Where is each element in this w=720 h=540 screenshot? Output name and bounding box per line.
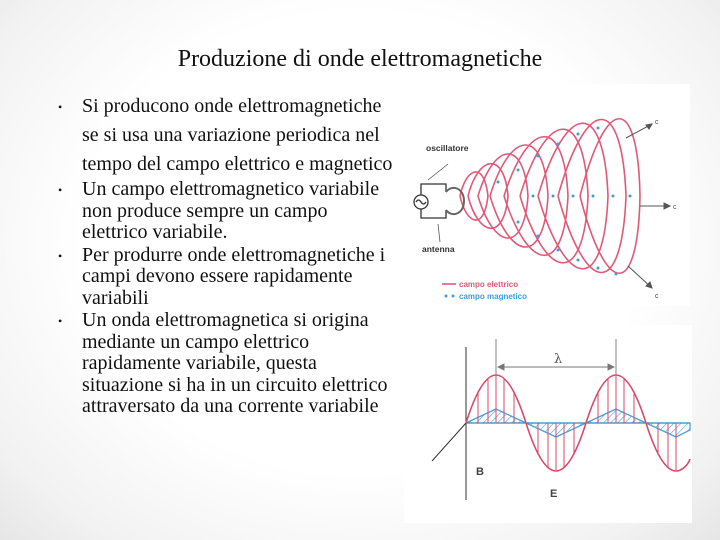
magnetic-field-label: B (476, 466, 484, 478)
bullet-text: Si producono onde elettromagnetiche se si usa una variazione periodica nel tempo del campo elettrico e magnetico (82, 95, 393, 175)
bullet-item (52, 179, 397, 244)
oscillator-label: oscillatore (426, 143, 469, 153)
legend-electric-label: campo elettrico (459, 280, 519, 289)
velocity-label-top: c (655, 119, 659, 126)
antenna-radiation-diagram (408, 84, 690, 306)
velocity-label-mid: c (673, 204, 677, 211)
bullet-dot-icon: • (58, 100, 63, 114)
bullet-item (52, 245, 397, 310)
bullet-item (52, 92, 397, 179)
velocity-label-bottom: c (655, 293, 659, 300)
legend-magnetic-swatch (445, 295, 448, 298)
bullet-text: Un campo elettromagnetico variabile non produce sempre un campo elettrico variabile. (82, 178, 380, 243)
antenna-label: antenna (422, 244, 455, 254)
wavelength-label: λ (554, 352, 563, 367)
bullet-text: Un onda elettromagnetica si origina mediante un campo elettrico rapidamente variabile, questa situazione si ha in un circuito elettrico attraversato da una corrente variabile (82, 309, 388, 417)
bullet-dot-icon: • (58, 248, 63, 263)
legend-magnetic-label: campo magnetico (459, 292, 528, 301)
antenna-circuit (414, 164, 464, 242)
em-wave-figure (404, 325, 692, 523)
magnetic-field-wave (466, 409, 690, 437)
slide-title: Produzione di onde elettromagnetiche (177, 46, 543, 72)
em-wave-diagram (404, 325, 692, 523)
bullet-item (52, 310, 397, 418)
bullet-list (52, 92, 397, 418)
antenna-radiation-figure (408, 84, 690, 306)
propagation-arrows (626, 124, 670, 288)
electric-field-label: E (550, 488, 558, 500)
bullet-text: Per produrre onde elettromagnetiche i campi devono essere rapidamente variabili (82, 243, 386, 309)
bullet-dot-icon: • (58, 314, 63, 328)
bullet-dot-icon: • (58, 183, 63, 197)
